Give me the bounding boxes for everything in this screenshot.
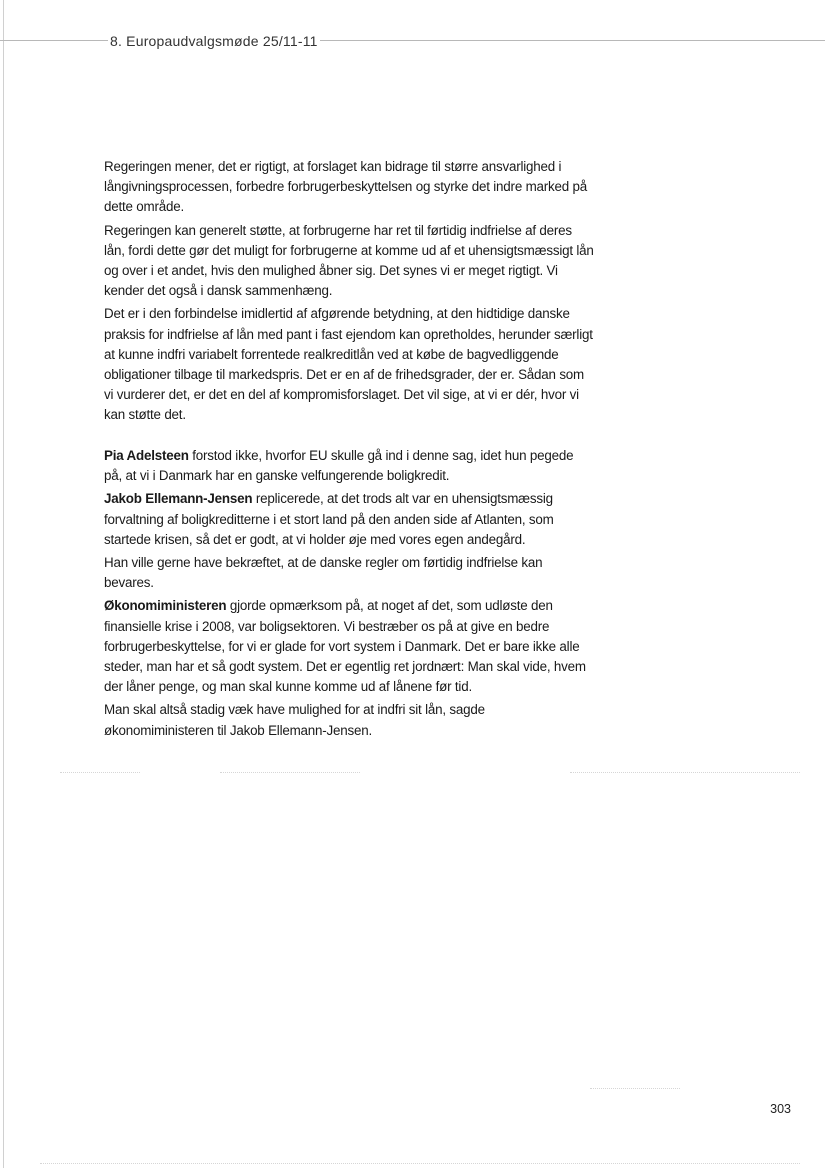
paragraph: Regeringen mener, det er rigtigt, at forslaget kan bidrage til større ansvarlighed i långivningsprocessen, forbedre forbrugerbeskyttelsen og styrke det indre marked på dette område. (104, 159, 588, 215)
page-number: 303 (770, 1102, 791, 1116)
paragraph: Regeringen kan generelt støtte, at forbrugerne har ret til førtidig indfrielse af deres lån, fordi dette gør det muligt for forbrugerne at komme ud af et uhensigtsmæssigt lån og over i et andet, hvis den mulighed åbner sig. Det synes vi er meget rigtigt. Vi kender det også i dansk sammenhæng. (104, 222, 594, 299)
scan-noise (220, 772, 360, 773)
scan-noise (590, 1088, 680, 1089)
debate-section (104, 446, 594, 744)
speaker-text: replicerede, at det trods alt var en uhensigtsmæssig forvaltning af boligkreditterne i et stort land på den anden side af Atlanten, som startede krisen, så det er godt, at vi holder øje med vores egen andegård. (104, 491, 554, 547)
minister-statement-section (104, 157, 594, 429)
speaker-text: forstod ikke, hvorfor EU skulle gå ind i denne sag, idet hun pegede på, at vi i Danmark har en ganske velfungerende boligkredit. (104, 448, 574, 484)
debate-entry (104, 700, 594, 740)
paragraph: Det er i den forbindelse imidlertid af afgørende betydning, at den hidtidige danske praksis for indfrielse af lån med pant i fast ejendom kan opretholdes, herunder særligt at kunne indfri variabelt forrentede realkreditlån ved at købe de bagvedliggende obligationer tilbage til markedspris. Det er en af de frihedsgrader, der er. Sådan som vi vurderer det, er det en del af kompromisforslaget. Det vil sige, at vi er dér, hvor vi kan støtte det. (104, 306, 593, 423)
page-header-title: 8. Europaudvalgsmøde 25/11-11 (110, 33, 318, 49)
speaker-text: Man skal altså stadig væk have mulighed for at indfri sit lån, sagde økonomiministeren til Jakob Ellemann-Jensen. (104, 702, 485, 738)
debate-entry (104, 596, 594, 697)
scan-noise (570, 772, 800, 773)
debate-entry (104, 446, 594, 486)
scan-noise (40, 1163, 800, 1164)
scan-left-edge (3, 0, 4, 1168)
speaker-name: Jakob Ellemann-Jensen (104, 491, 253, 507)
debate-entry (104, 489, 594, 550)
speaker-text: gjorde opmærksom på, at noget af det, som udløste den finansielle krise i 2008, var boligsektoren. Vi bestræber os på at give en bedre forbrugerbeskyttelse, for vi er glade for vort system i Danmark. Det er bare ikke alle steder, man har et så godt system. Det er egentlig ret jordnært: Man skal vide, hvem der låner penge, og man skal kunne komme ud af lånene før tid. (104, 598, 586, 695)
debate-entry (104, 553, 594, 593)
speaker-text: Han ville gerne have bekræftet, at de danske regler om førtidig indfrielse kan bevares. (104, 555, 543, 591)
speaker-name: Økonomiministeren (104, 598, 227, 614)
speaker-name: Pia Adelsteen (104, 448, 189, 463)
scan-noise (60, 772, 140, 773)
